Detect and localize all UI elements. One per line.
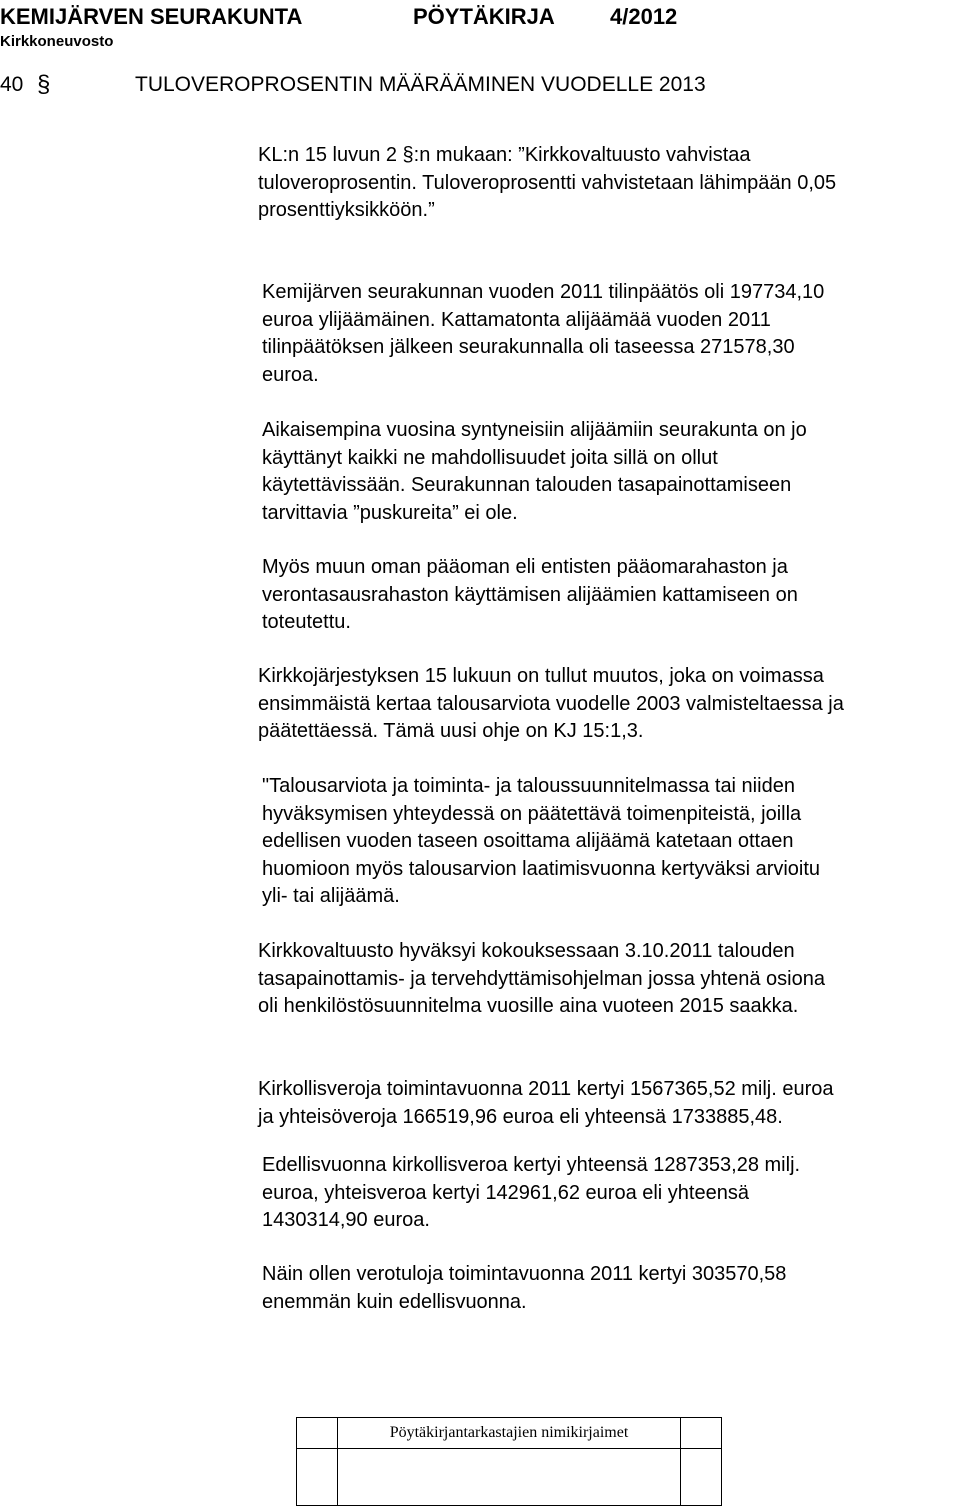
paragraph-church-order [258, 663, 844, 746]
paragraph-line: verontasausrahaston käyttämisen alijäämien kattamiseen on [262, 583, 798, 606]
signature-cell [681, 1418, 722, 1449]
paragraph-line: tasapainottamis- ja tervehdyttämisohjelman jossa yhtenä osiona [258, 967, 825, 990]
paragraph-line: käyttänyt kaikki ne mahdollisuudet joita sillä on ollut [262, 446, 718, 469]
paragraph-line: tuloveroprosentin. Tuloveroprosentti vahvistetaan lähimpään 0,05 [258, 171, 837, 194]
paragraph-line: tilinpäätöksen jälkeen seurakunnalla oli taseessa 271578,30 [262, 336, 795, 358]
signature-box-title: Pöytäkirjantarkastajien nimikirjaimet [338, 1418, 681, 1449]
document-number: 4/2012 [610, 4, 678, 29]
paragraph-tax-difference [262, 1261, 786, 1316]
paragraph-deficit-history [262, 417, 807, 527]
paragraph-line: käytettävissään. Seurakunnan talouden tasapainottamiseen [262, 474, 792, 496]
paragraph-financial-statement [262, 279, 824, 389]
paragraph-line: Kemijärven seurakunnan vuoden 2011 tilinpäätös oli 197734,10 [262, 281, 825, 303]
signature-cell [297, 1418, 338, 1449]
paragraph-line: KL:n 15 luvun 2 §:n mukaan: ”Kirkkovaltuusto vahvistaa [258, 144, 751, 166]
paragraph-line: 1430314,90 euroa. [262, 1209, 430, 1231]
paragraph-line: tarvittavia ”puskureita” ei ole. [262, 501, 518, 524]
paragraph-line: Kirkollisveroja toimintavuonna 2011 kertyi 1567365,52 milj. euroa [258, 1078, 834, 1100]
paragraph-legal-basis [258, 142, 836, 225]
signature-cell [681, 1449, 722, 1506]
paragraph-line: edellisen vuoden taseen osoittama alijäämä katetaan ottaen [262, 830, 794, 852]
paragraph-line: Näin ollen verotuloja toimintavuonna 2011 kertyi 303570,58 [262, 1263, 787, 1285]
paragraph-line: päätettäessä. Tämä uusi ohje on KJ 15:1,3. [258, 720, 644, 742]
paragraph-tax-2011 [258, 1076, 834, 1131]
paragraph-line: Kirkkojärjestyksen 15 lukuun on tullut muutos, joka on voimassa [258, 665, 824, 687]
signature-cell [297, 1449, 338, 1506]
paragraph-line: hyväksymisen yhteydessä on päätettävä toimenpiteistä, joilla [262, 802, 802, 825]
paragraph-line: toteutettu. [262, 611, 351, 633]
paragraph-line: ja yhteisöveroja 166519,96 euroa eli yhteensä 1733885,48. [258, 1105, 783, 1128]
document-type: PÖYTÄKIRJA [413, 4, 555, 29]
paragraph-line: huomioon myös talousarvion laatimisvuonna kertyväksi arvioitu [262, 857, 821, 880]
paragraph-line: euroa ylijäämäinen. Kattamatonta alijäämää vuoden 2011 [262, 308, 771, 331]
signature-cell [338, 1449, 681, 1506]
paragraph-quote [262, 773, 820, 911]
paragraph-line: ensimmäistä kertaa talousarviota vuodelle 2003 valmisteltaessa ja [258, 692, 844, 715]
paragraph-line: Myös muun oman pääoman eli entisten pääomarahaston ja [262, 556, 788, 578]
meeting-body: Kirkkoneuvosto [0, 33, 114, 50]
paragraph-council-decision [258, 938, 825, 1021]
paragraph-equity-use [262, 554, 798, 637]
paragraph-line: oli henkilöstösuunnitelma vuosille aina vuoteen 2015 saakka. [258, 995, 799, 1017]
signature-box [296, 1417, 722, 1506]
paragraph-tax-previous-year [262, 1152, 800, 1235]
section-symbol: § [37, 71, 51, 98]
section-title: TULOVEROPROSENTIN MÄÄRÄÄMINEN VUODELLE 2013 [135, 73, 706, 96]
paragraph-line: Kirkkovaltuusto hyväksyi kokouksessaan 3.10.2011 talouden [258, 940, 795, 962]
paragraph-line: Aikaisempina vuosina syntyneisiin alijäämiin seurakunta on jo [262, 419, 807, 441]
paragraph-line: yli- tai alijäämä. [262, 885, 400, 907]
paragraph-line: euroa. [262, 363, 319, 386]
paragraph-line: euroa, yhteisveroa kertyi 142961,62 euroa eli yhteensä [262, 1181, 749, 1204]
paragraph-line: prosenttiyksikköön.” [258, 199, 435, 221]
paragraph-line: Edellisvuonna kirkollisveroa kertyi yhteensä 1287353,28 milj. [262, 1154, 801, 1176]
organization-name: KEMIJÄRVEN SEURAKUNTA [0, 4, 303, 29]
paragraph-line: enemmän kuin edellisvuonna. [262, 1290, 527, 1313]
paragraph-line: "Talousarviota ja toiminta- ja taloussuunnitelmassa tai niiden [262, 775, 795, 797]
section-number: 40 [0, 73, 24, 96]
